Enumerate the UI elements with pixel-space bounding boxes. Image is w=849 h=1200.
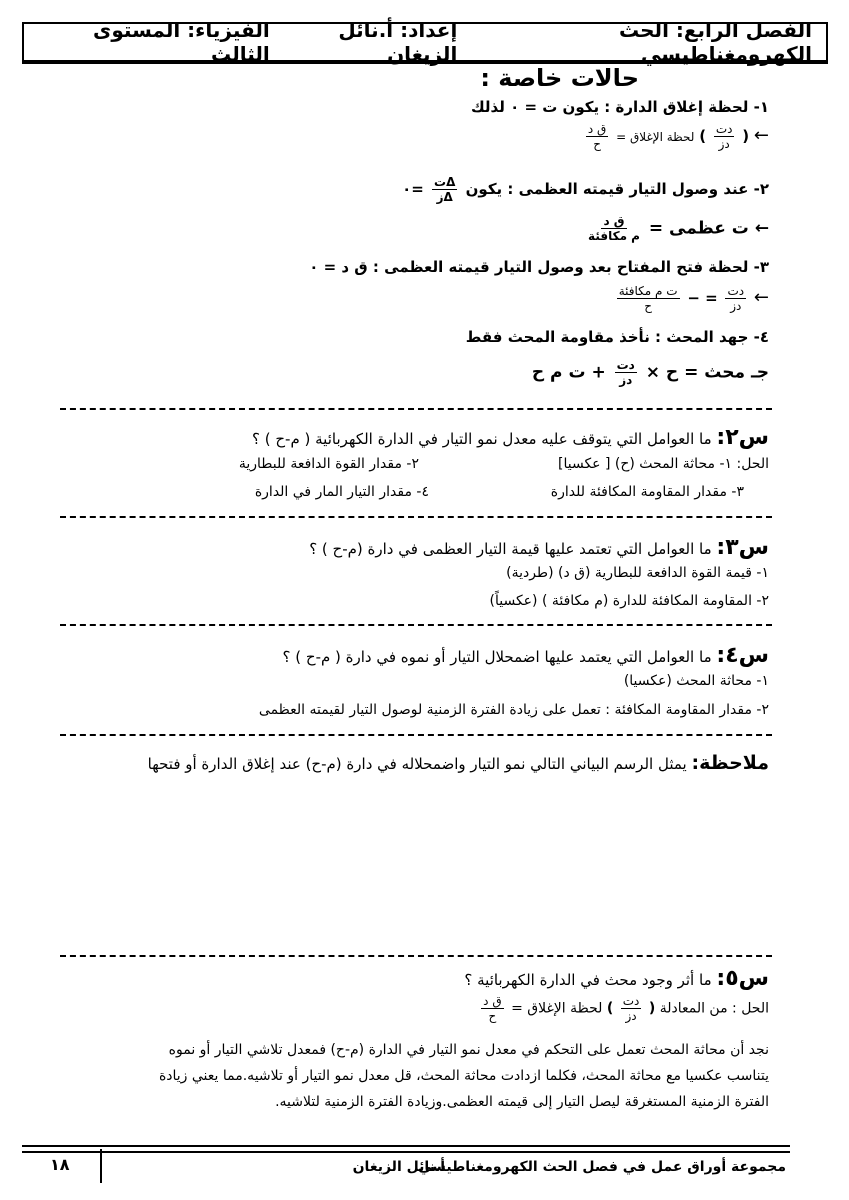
page-footer [22,1145,790,1175]
divider [60,734,772,736]
case-2-equation: ← ت عظمى = $\frac{\text{ق د}}{\text{م مكافئة}}$ [588,214,769,243]
q2-answer-3: ٣- مقدار المقاومة المكافئة للدارة [550,484,744,500]
footer-title: مجموعة أوراق عمل في فصل الحث الكهرومغناطيسي [418,1159,786,1175]
question-2: س٢: ما العوامل التي يتوقف عليه معدل نمو التيار في الدارة الكهربائية ( م-ح ) ؟ [252,425,769,450]
case-2: ٢- عند وصول التيار قيمته العظمى : يكون $\frac{\text{Δت}}{\text{Δز}}$ =٠ [402,175,769,204]
q5-paragraph-3: الفترة الزمنية المستغرقة ليصل التيار إلى قيمته العظمى.وزيادة الفترة الزمنية لتلاشيه. [275,1094,769,1110]
divider [60,408,772,410]
q5-equation: الحل : من المعادلة ( $\frac{\text{دت}}{\text{دز}}$ ) لحظة الإغلاق = $\frac{\text{ق د}}{\text{ح}}$ [483,994,769,1023]
divider [60,955,772,957]
q3-answer-1: ١- قيمة القوة الدافعة للبطارية (ق د) (طردية) [506,565,769,581]
case-1-equation: ← ( $\frac{\text{دت}}{\text{دز}}$ ) لحظة الإغلاق = $\frac{\text{ق د}}{\text{ح}}$ [587,122,769,151]
footer-rule [22,1145,790,1153]
fraction-delta: $\frac{\text{Δت}}{\text{Δز}}$ [434,175,456,204]
case-3-equation: ← $\frac{\text{دت}}{\text{دز}}$ = − $\frac{\text{ت م مكافئة}}{\text{ح}}$ [618,284,769,313]
footer-separator [100,1149,102,1183]
footer-author: أ.نائل الزيغان [352,1159,445,1175]
subject-label: الفيزياء: المستوى الثالث [93,18,270,66]
question-4: س٤: ما العوامل التي يعتمد عليها اضمحلال التيار أو نموه في دارة ( م-ح ) ؟ [282,643,769,668]
divider [60,516,772,518]
q4-answer-1: ١- محاثة المحث (عكسيا) [623,673,769,689]
case-4-equation: جـ محث = ح × $\frac{\text{دت}}{\text{دز}}$ + ت م ح [531,358,769,387]
fraction-dt-dz: $\frac{\text{دت}}{\text{دز}}$ [715,122,733,151]
note: ملاحظة: يمثل الرسم البياني التالي نمو التيار واضمحلاله في دارة (م-ح) عند إغلاق الدارة أو فتحها [147,752,769,774]
page-header [22,18,828,66]
prepared-by: إعداد: أ.نائل الزيغان [338,18,458,66]
divider [60,624,772,626]
q4-answer-2: ٢- مقدار المقاومة المكافئة : تعمل على زيادة الفترة الزمنية لوصول التيار لقيمته العظمى [258,702,769,718]
q5-paragraph-1: نجد أن محاثة المحث تعمل على التحكم في معدل نمو التيار في الدارة (م-ح) فمعدل تلاشي التيار أو نموه [168,1042,769,1058]
chapter-title: الفصل الرابع: الحث الكهرومغناطيسي [618,18,812,66]
right-arrow-icon: ← [753,125,769,146]
special-cases-title: حالات خاصة : [480,64,639,92]
question-3: س٣: ما العوامل التي تعتمد عليها قيمة التيار العظمى في دارة (م-ح ) ؟ [309,535,769,560]
case-4: ٤- جهد المحث : نأخذ مقاومة المحث فقط [465,328,769,346]
case-3: ٣- لحظة فتح المفتاح بعد وصول التيار قيمته العظمى : ق د = ٠ [309,258,769,276]
fraction-qd-h: $\frac{\text{ق د}}{\text{ح}}$ [587,122,607,151]
q2-answer-4: ٤- مقدار التيار المار في الدارة [254,484,429,500]
q2-answer-2: ٢- مقدار القوة الدافعة للبطارية [238,456,419,472]
question-5: س٥: ما أثر وجود محث في الدارة الكهربائية ؟ [464,966,769,991]
fraction-max-current: $\frac{\text{ق د}}{\text{م مكافئة}}$ [588,214,640,243]
case-1: ١- لحظة إغلاق الدارة : يكون ت = ٠ لذلك [470,98,769,116]
right-arrow-icon: ← [753,287,769,308]
page-number: ١٨ [50,1155,70,1174]
q2-answer-1: الحل: ١- محاثة المحث (ح) [ عكسيا] [558,456,769,472]
q5-paragraph-2: يتناسب عكسيا مع محاثة المحث، فكلما ازدادت محاثة المحث، قل معدل نمو التيار أو تلاشيه.مما يعني زيادة [158,1068,769,1084]
q3-answer-2: ٢- المقاومة المكافئة للدارة (م مكافئة ) (عكسياً) [489,593,769,609]
